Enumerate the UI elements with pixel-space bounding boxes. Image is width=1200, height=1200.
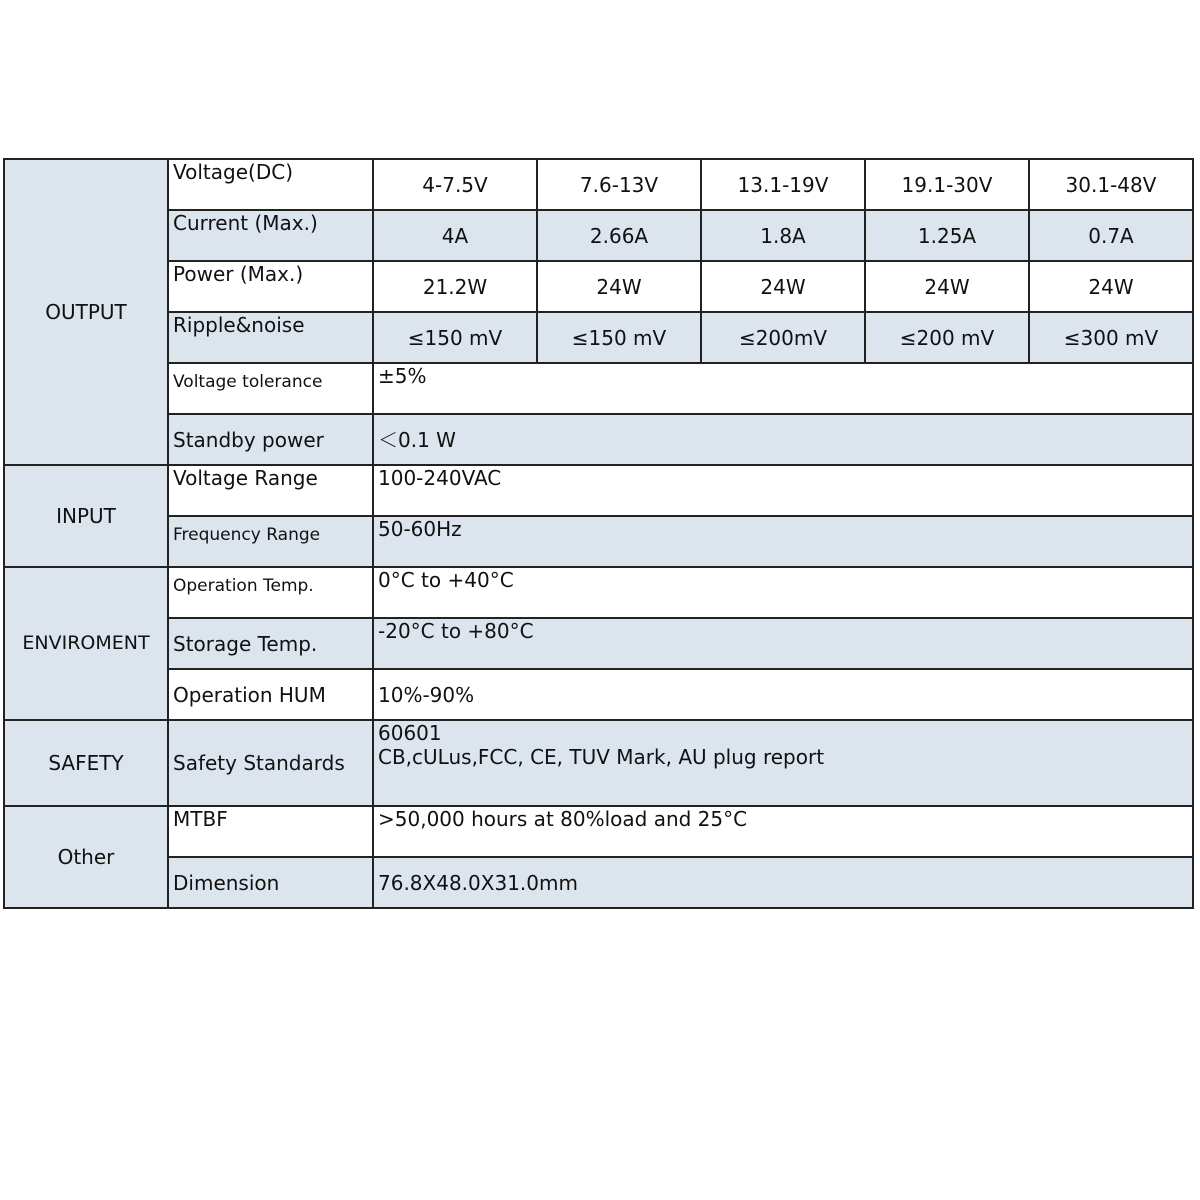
group-environment: ENVIROMENT [4, 567, 168, 720]
group-other: Other [4, 806, 168, 908]
row-power [4, 261, 1193, 312]
value-cell: 1.25A [865, 210, 1029, 261]
value-cell: 100-240VAC [373, 465, 1193, 516]
value-cell: 21.2W [373, 261, 537, 312]
safety-standard-line: 60601 [378, 721, 442, 745]
value-cell: ＜0.1 W [373, 414, 1193, 465]
param-dimension: Dimension [168, 857, 373, 908]
spec-table [3, 158, 1194, 909]
group-output: OUTPUT [4, 159, 168, 465]
value-cell: ≤200mV [701, 312, 865, 363]
row-standby-power [4, 414, 1193, 465]
row-voltage-tolerance [4, 363, 1193, 414]
param-safety-standards: Safety Standards [168, 720, 373, 806]
value-cell: 4-7.5V [373, 159, 537, 210]
row-operation-hum [4, 669, 1193, 720]
value-cell: 76.8X48.0X31.0mm [373, 857, 1193, 908]
value-cell: 24W [865, 261, 1029, 312]
value-cell: -20°C to +80°C [373, 618, 1193, 669]
param-storage-temp: Storage Temp. [168, 618, 373, 669]
param-ripple: Ripple&noise [168, 312, 373, 363]
param-operation-temp: Operation Temp. [168, 567, 373, 618]
param-voltage-tolerance: Voltage tolerance [168, 363, 373, 414]
safety-standard-line: CB,cULus,FCC, CE, TUV Mark, AU plug report [378, 745, 825, 769]
safety-standards-value [373, 720, 1193, 806]
param-power: Power (Max.) [168, 261, 373, 312]
row-ripple [4, 312, 1193, 363]
value-cell: >50,000 hours at 80%load and 25°C [373, 806, 1193, 857]
value-cell: 0°C to +40°C [373, 567, 1193, 618]
row-frequency-range [4, 516, 1193, 567]
value-cell: 24W [1029, 261, 1193, 312]
param-voltage-range: Voltage Range [168, 465, 373, 516]
value-cell: ≤300 mV [1029, 312, 1193, 363]
param-standby-power: Standby power [168, 414, 373, 465]
row-storage-temp [4, 618, 1193, 669]
value-cell: 10%-90% [373, 669, 1193, 720]
param-mtbf: MTBF [168, 806, 373, 857]
row-voltage-range [4, 465, 1193, 516]
value-cell: 2.66A [537, 210, 701, 261]
param-frequency-range: Frequency Range [168, 516, 373, 567]
value-cell: 24W [701, 261, 865, 312]
row-voltage-dc [4, 159, 1193, 210]
group-input: INPUT [4, 465, 168, 567]
group-safety: SAFETY [4, 720, 168, 806]
value-cell: 50-60Hz [373, 516, 1193, 567]
value-cell: 24W [537, 261, 701, 312]
value-cell: 19.1-30V [865, 159, 1029, 210]
value-cell: 4A [373, 210, 537, 261]
value-cell: 1.8A [701, 210, 865, 261]
value-cell: 13.1-19V [701, 159, 865, 210]
value-cell: 30.1-48V [1029, 159, 1193, 210]
param-current: Current (Max.) [168, 210, 373, 261]
param-voltage-dc: Voltage(DC) [168, 159, 373, 210]
param-operation-hum: Operation HUM [168, 669, 373, 720]
value-cell: 0.7A [1029, 210, 1193, 261]
value-cell: ≤150 mV [537, 312, 701, 363]
row-dimension [4, 857, 1193, 908]
row-safety-standards [4, 720, 1193, 806]
value-cell: ±5% [373, 363, 1193, 414]
value-cell: ≤150 mV [373, 312, 537, 363]
row-mtbf [4, 806, 1193, 857]
value-cell: 7.6-13V [537, 159, 701, 210]
row-current [4, 210, 1193, 261]
row-operation-temp [4, 567, 1193, 618]
value-cell: ≤200 mV [865, 312, 1029, 363]
